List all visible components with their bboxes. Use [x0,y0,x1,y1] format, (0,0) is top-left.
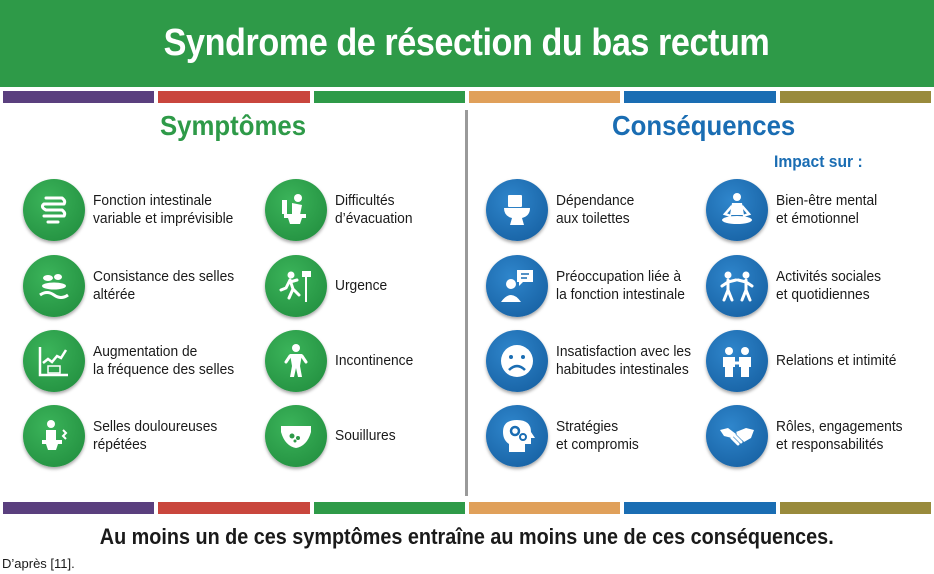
symptom-label: Augmentation de la fréquence des selles [93,343,235,378]
color-strip-segment [3,502,154,514]
consequence-label: Activités sociales et quotidiennes [776,268,882,303]
footer-statement [0,524,934,550]
couple-icon [706,330,768,392]
consequence-label: Bien-être mental et émotionnel [776,192,878,227]
color-strip-segment [3,91,154,103]
consequence-label: Préoccupation liée à la fonction intestinale [556,268,685,303]
symptom-label: Difficultés d’évacuation [335,192,413,227]
symptom-label: Incontinence [335,352,414,369]
consequence-item [486,179,731,241]
symptom-item [265,330,510,392]
title-banner [0,0,934,87]
color-strip-segment [158,502,309,514]
color-strip-segment [314,502,465,514]
color-strip-segment [158,91,309,103]
source-note: D’après [11]. [2,556,75,571]
incontinence-icon [265,330,327,392]
social-people-icon [706,255,768,317]
consequences-heading: Conséquences [612,110,796,141]
running-to-wc-icon [265,255,327,317]
symptom-item [23,330,268,392]
color-strip-segment [469,91,620,103]
color-strip-segment [624,91,775,103]
consequence-label: Relations et intimité [776,352,897,369]
soiled-diaper-icon [265,405,327,467]
painful-toilet-icon [23,405,85,467]
color-strip-segment [314,91,465,103]
consequence-label: Insatisfaction avec les habitudes intestinales [556,343,692,378]
symptom-label: Urgence [335,277,388,294]
sad-face-icon [486,330,548,392]
consequence-item [706,255,934,317]
color-strip-segment [780,91,931,103]
color-strip-segment [624,502,775,514]
frequency-chart-icon [23,330,85,392]
consequence-item [706,179,934,241]
footer-text: Au moins un de ces symptômes entraîne au moins une de ces conséquences. [100,524,834,549]
head-gears-icon [486,405,548,467]
stool-consistency-icon [23,255,85,317]
consequence-label: Rôles, engagements et responsabilités [776,418,903,453]
consequence-item [486,255,731,317]
impact-label: Impact sur : [774,152,863,171]
symptom-item [265,179,510,241]
consequence-label: Stratégies et compromis [556,418,639,453]
color-strip-bottom [3,502,931,514]
color-strip-segment [780,502,931,514]
symptom-item [265,255,510,317]
color-strip-segment [469,502,620,514]
symptom-item [23,405,268,467]
symptom-label: Fonction intestinale variable et imprévisible [93,192,234,227]
consequence-item [706,330,934,392]
consequence-item [706,405,934,467]
symptom-item [23,255,268,317]
consequence-label: Dépendance aux toilettes [556,192,635,227]
worried-person-icon [486,255,548,317]
toilet-icon [486,179,548,241]
meditation-icon [706,179,768,241]
symptom-item [265,405,510,467]
symptom-label: Selles douloureuses répétées [93,418,218,453]
symptom-label: Consistance des selles altérée [93,268,235,303]
page-title: Syndrome de résection du bas rectum [164,22,770,64]
consequence-item [486,405,731,467]
symptom-item [23,179,268,241]
consequence-item [486,330,731,392]
color-strip-top [3,91,931,103]
handshake-icon [706,405,768,467]
straining-toilet-icon [265,179,327,241]
intestine-icon [23,179,85,241]
symptom-label: Souillures [335,427,396,444]
symptoms-heading: Symptômes [160,110,307,141]
